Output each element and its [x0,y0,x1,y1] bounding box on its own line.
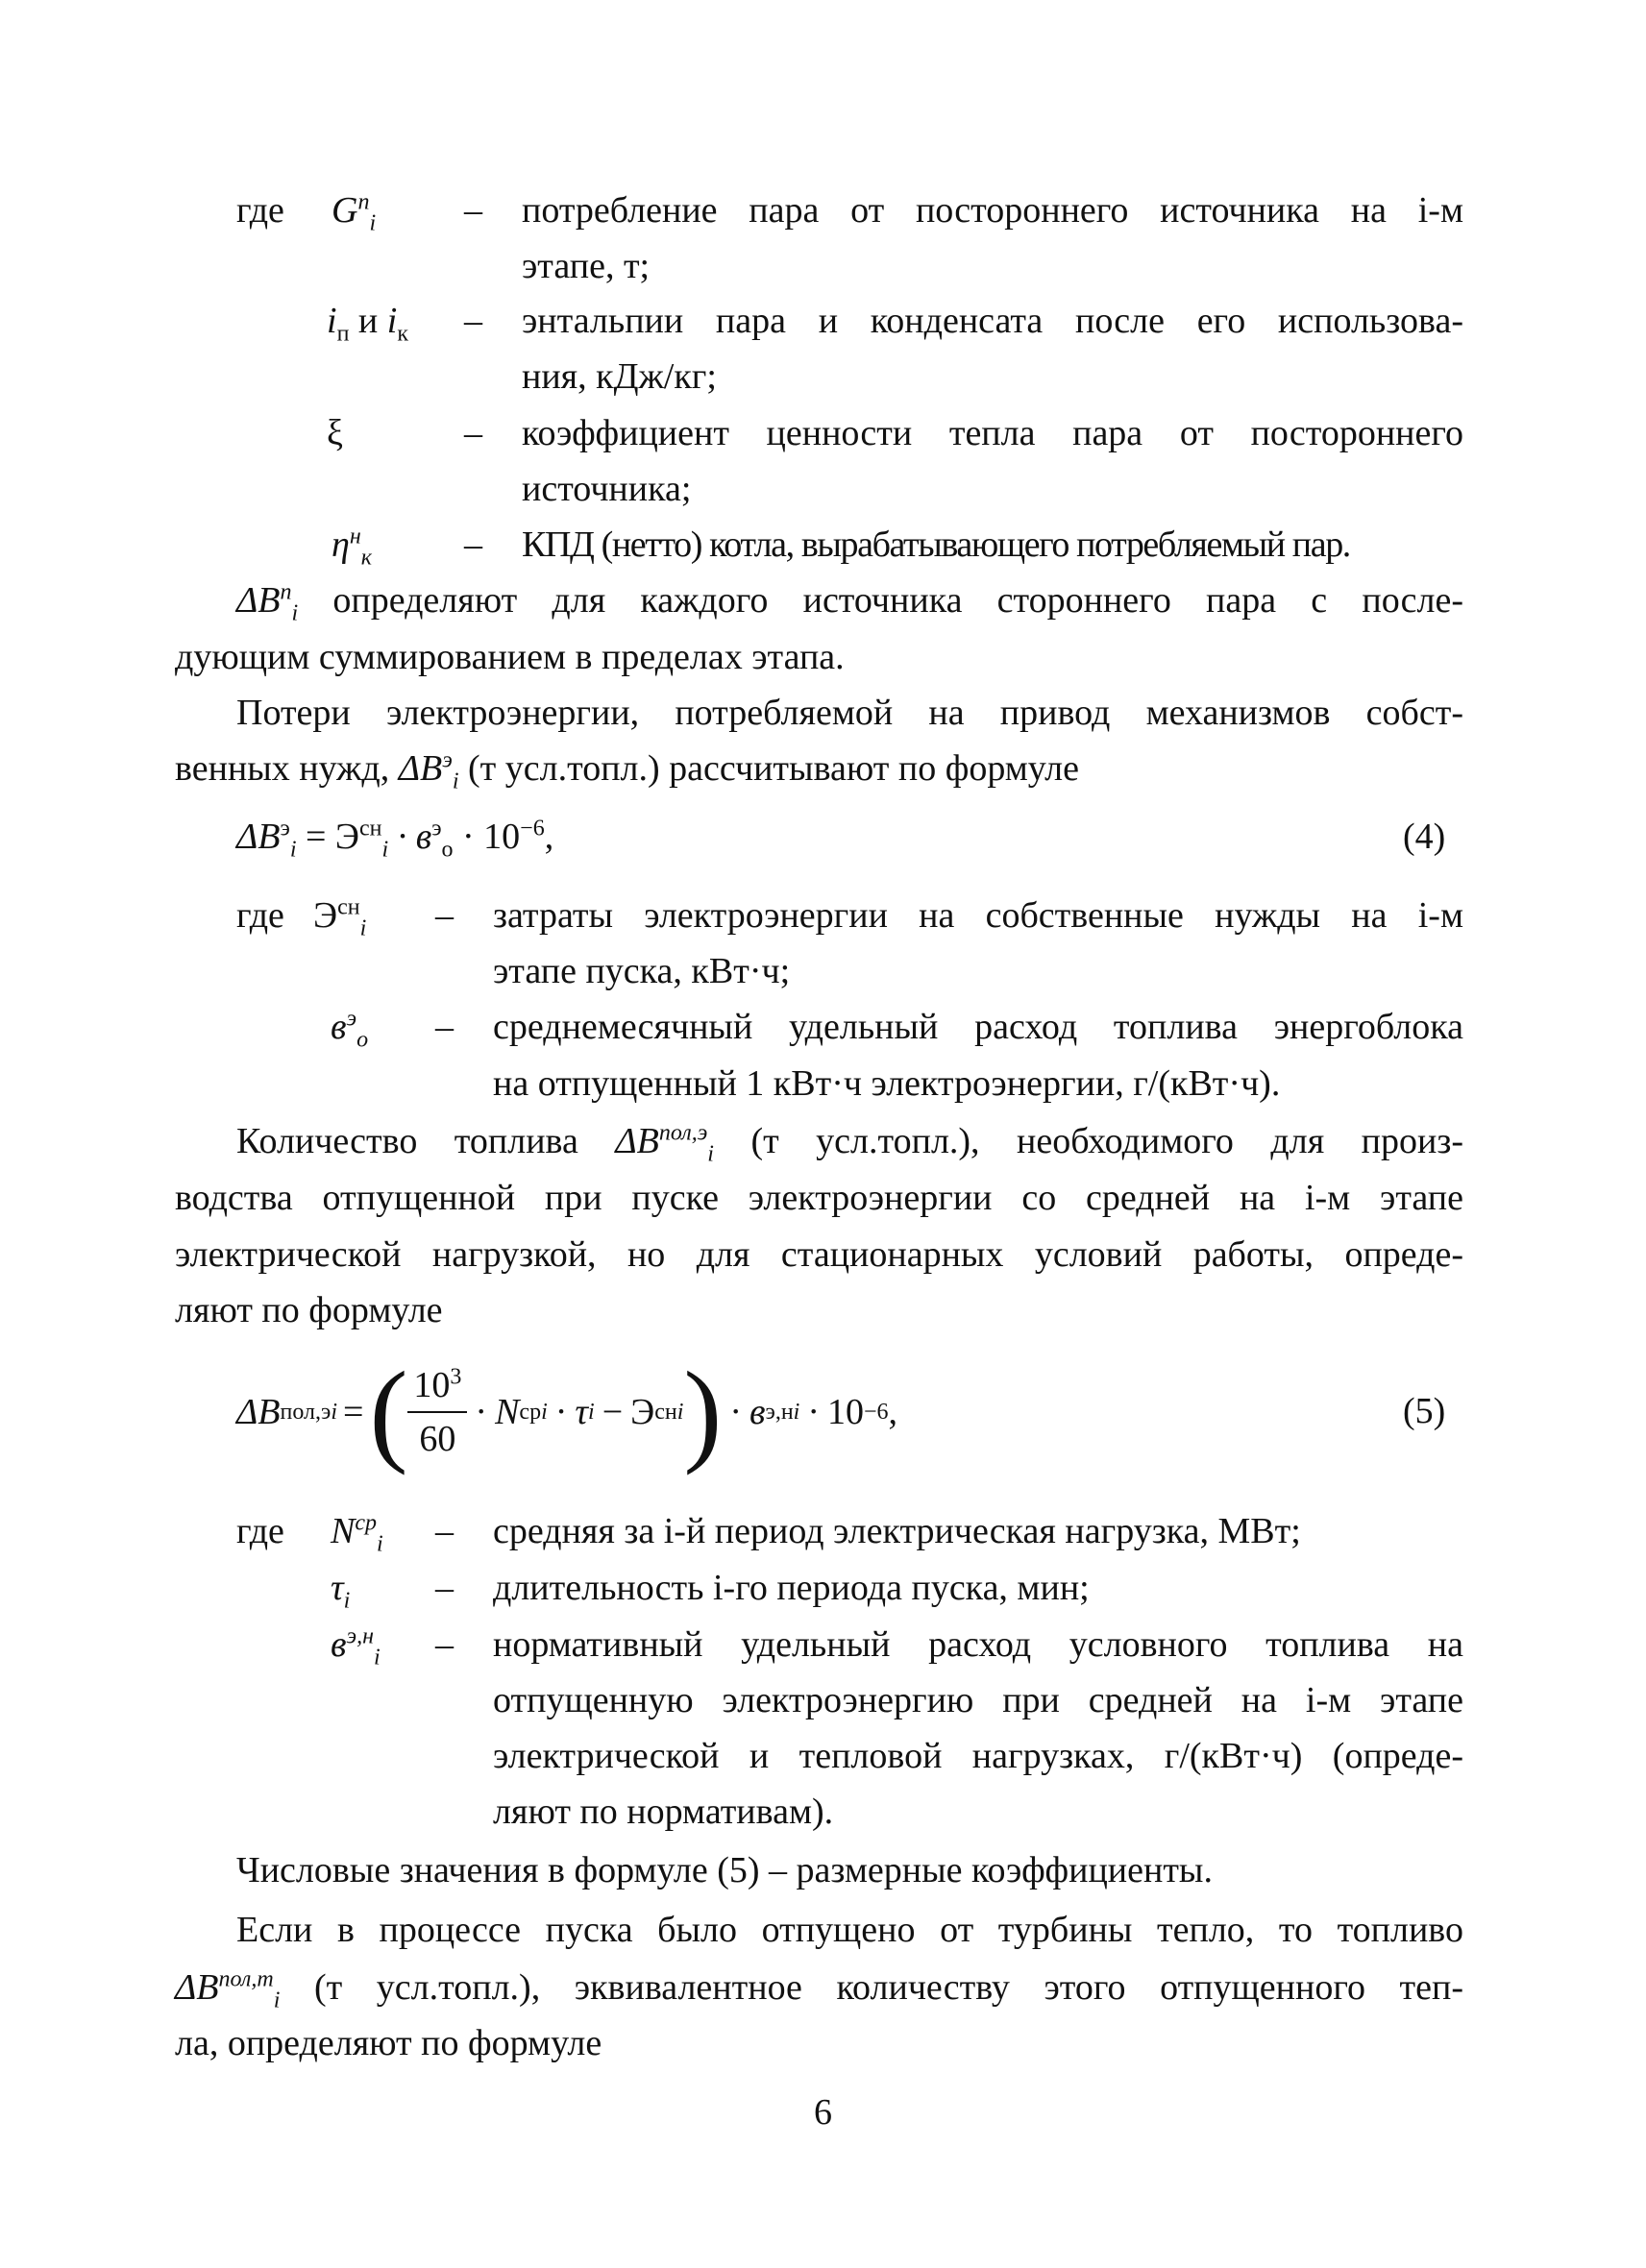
paragraph-line: ла, определяют по формуле [175,2023,602,2063]
symbol: $\eta^н_к$ [332,524,372,571]
paragraph-line: Если в процессе пуска было отпущено от турбины тепло, то топливо [236,1910,1463,1950]
dash: – [435,895,454,936]
dash: – [464,301,482,341]
text: Количество топлива [236,1121,616,1161]
definition-text: потребление пара от постороннего источника на i-м [522,190,1463,231]
right-paren: ) [683,1348,723,1475]
dash: – [435,1568,454,1608]
definition-text: затраты электроэнергии на собственные нужды на i-м [493,895,1463,936]
paragraph-line: ляют по формуле [175,1290,443,1330]
definition-row [0,1617,1646,1672]
text: (т усл.топл.), необходимого для произ- [713,1121,1463,1161]
paragraph-line: электрической нагрузкой, но для стационарных условий работы, опреде- [175,1234,1463,1275]
definition-row [0,999,1646,1055]
paragraph-line: Числовые значения в формуле (5) – размерные коэффициенты. [236,1850,1213,1890]
symbol: $G^п_i$ [332,189,377,236]
definition-row [0,517,1646,573]
definition-row [0,1560,1646,1616]
definition-row [0,888,1646,943]
paragraph-line [236,1113,1463,1169]
definition-text: нормативный удельный расход условного топлива на [493,1624,1463,1665]
definition-row [0,183,1646,238]
symbol: $\Delta B^п_i$ [236,579,299,626]
definition-row [0,405,1646,461]
paragraph-line: дующим суммированием в пределах этапа. [175,637,845,677]
dash: – [464,413,482,453]
equation-4: $\Delta B^э_i = Э^{сн}_i \cdot в^э_о \cdot 10^{-6}$, [236,816,554,863]
definition-text-continued: этапе пуска, кВт·ч; [493,951,791,991]
definition-text-continued: источника; [522,469,692,509]
where-label: где [236,190,284,231]
equation-5: ΔB пол,э i = ( $\frac{10^3}{60}$ · N ср i · τ i − Э сн i ) · в э,н i · 10 −6 , [236,1348,898,1475]
definition-text: энтальпии пара и конденсата после его использова- [522,301,1463,341]
definition-text-continued: ния, кДж/кг; [522,356,717,397]
paragraph-line: водства отпущенной при пуске электроэнергии со средней на i-м этапе [175,1178,1463,1218]
where-label: где [236,895,284,936]
symbol: $i_п$ и $i_к$ [327,301,408,347]
paragraph-line: Потери электроэнергии, потребляемой на привод механизмов собст- [236,693,1463,733]
dash: – [435,1511,454,1551]
definition-text-continued: отпущенную электроэнергию при средней на i-м этапе [493,1680,1463,1720]
equation-number: (5) [1403,1391,1446,1431]
text: (т усл.топл.), эквивалентное количеству этого отпущенного теп- [280,1967,1463,2008]
where-label: где [236,1511,284,1551]
definition-text: длительность i-го периода пуска, мин; [493,1568,1090,1608]
equation-number: (4) [1403,817,1446,857]
page-number: 6 [814,2092,832,2133]
paragraph-line [236,573,1463,628]
paragraph-line [175,1960,1463,2015]
definition-row [0,293,1646,349]
dash: – [435,1007,454,1047]
paragraph-line [175,741,1079,796]
definition-text: КПД (нетто) котла, вырабатывающего потребляемый пар. [522,524,1350,565]
definition-text: средняя за i-й период электрическая нагрузка, МВт; [493,1511,1301,1551]
definition-text: коэффициент ценности тепла пара от постороннего [522,413,1463,453]
symbol: $N^{ср}_i$ [331,1510,383,1557]
text: венных нужд, [175,748,399,789]
symbol: ξ [327,413,343,453]
text: (т усл.топл.) рассчитывают по формуле [458,748,1079,789]
symbol: $Э^{сн}_i$ [313,894,367,941]
text: определяют для каждого источника стороннего пара с после- [298,580,1463,621]
dash: – [464,190,482,231]
dash: – [435,1624,454,1665]
symbol: $\Delta B^{пол,т}_i$ [175,1966,281,2013]
symbol: $\Delta B^{пол,э}_i$ [615,1120,714,1167]
definition-row [0,1503,1646,1559]
symbol: $в^э_о$ [331,1006,369,1053]
left-paren: ( [369,1348,408,1475]
definition-text: среднемесячный удельный расход топлива энергоблока [493,1007,1463,1047]
dash: – [464,524,482,565]
fraction: $\frac{10^3}{60}$ [407,1359,467,1465]
definition-text-continued: этапе, т; [522,246,651,286]
symbol: $в^{э,н}_i$ [331,1623,381,1671]
definition-text-continued: электрической и тепловой нагрузках, г/(кВт·ч) (опреде- [493,1736,1463,1776]
definition-text-continued: на отпущенный 1 кВт·ч электроэнергии, г/(кВт·ч). [493,1063,1281,1104]
symbol: $\Delta B^э_i$ [398,747,459,794]
symbol: $\tau_i$ [331,1568,351,1614]
definition-text-continued: ляют по нормативам). [493,1792,834,1832]
